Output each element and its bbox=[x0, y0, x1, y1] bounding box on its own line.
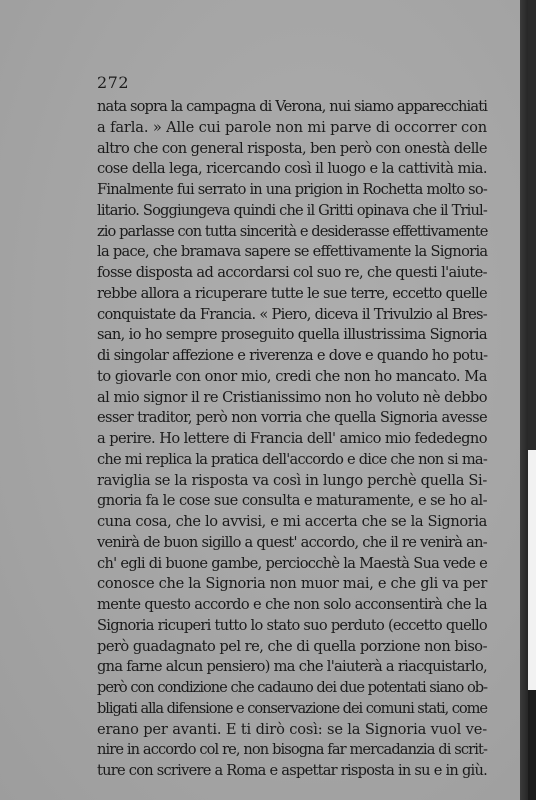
text-line: nata sopra la campagna di Verona, nui siamo apparecchiati bbox=[97, 98, 487, 115]
text-line: altro che con general risposta, ben però con onestà delle bbox=[97, 139, 487, 157]
text-line: venirà de buon sigillo a quest' accordo, che il re venirà an- bbox=[97, 533, 487, 551]
text-line: al mio signor il re Cristianissimo non ho voluto nè debbo bbox=[97, 388, 487, 406]
text-line: to giovarle con onor mio, credi che non ho mancato. Ma bbox=[97, 367, 487, 385]
text-line: Signoria ricuperi tutto lo stato suo perduto (eccetto quello bbox=[97, 616, 487, 634]
page-number: 272 bbox=[97, 73, 130, 92]
text-line: a farla. » Alle cui parole non mi parve di occorrer con bbox=[97, 118, 487, 136]
text-line: nire in accordo col re, non bisogna far mercadanzia di scrit- bbox=[97, 741, 487, 759]
text-line: san, io ho sempre proseguito quella illustrissima Signoria bbox=[97, 326, 487, 344]
text-line: cuna cosa, che lo avvisi, e mi accerta che se la Signoria bbox=[97, 513, 487, 530]
text-line: a perire. Ho lettere di Francia dell' amico mio fededegno bbox=[97, 430, 487, 447]
text-line: ch' egli di buone gambe, perciocchè la Maestà Sua vede e bbox=[97, 554, 487, 572]
text-line: però con condizione che cadauno dei due potentati siano ob- bbox=[97, 679, 487, 696]
text-line: però guadagnato pel re, che di quella porzione non biso- bbox=[97, 637, 487, 655]
text-line: conosce che la Signoria non muor mai, e che gli va per bbox=[97, 575, 487, 593]
text-line: gnoria fa le cose sue consulta e maturamente, e se ho al- bbox=[97, 492, 487, 510]
text-line: bligati alla difensione e conservazione dei comuni stati, come bbox=[97, 699, 487, 717]
text-line: ture con scrivere a Roma e aspettar risposta in su e in giù. bbox=[97, 762, 487, 779]
text-line: fosse disposta ad accordarsi col suo re, che questi l'aiute- bbox=[97, 264, 487, 281]
text-line: raviglia se la risposta va così in lungo perchè quella Si- bbox=[97, 471, 487, 489]
scan-border bbox=[528, 0, 536, 800]
text-line: Finalmente fui serrato in una prigion in Rochetta molto so- bbox=[97, 181, 487, 198]
text-line: di singolar affezione e riverenza e dove e quando ho potu- bbox=[97, 347, 488, 364]
text-line: zio parlasse con tutta sincerità e desiderasse effettivamente bbox=[97, 222, 488, 240]
text-line: cose della lega, ricercando così il luogo e la cattività mia. bbox=[97, 160, 487, 178]
text-line: la pace, che bramava sapere se effettivamente la Signoria bbox=[97, 243, 488, 261]
text-line: erano per avanti. E ti dirò così: se la Signoria vuol ve- bbox=[97, 720, 487, 738]
text-line: esser traditor, però non vorria che quella Signoria avesse bbox=[97, 409, 487, 427]
text-line: che mi replica la pratica dell'accordo e dice che non si ma- bbox=[97, 450, 487, 468]
text-line: rebbe allora a ricuperare tutte le sue terre, eccetto quelle bbox=[97, 284, 487, 302]
text-line: conquistate da Francia. « Piero, diceva il Trivulzio al Bres- bbox=[97, 305, 487, 323]
text-line: litario. Soggiungeva quindi che il Gritti opinava che il Triul- bbox=[97, 201, 487, 219]
text-line: mente questo accordo e che non solo acconsentirà che la bbox=[97, 596, 487, 613]
text-line: gna farne alcun pensiero) ma che l'aiuterà a riacquistarlo, bbox=[97, 658, 487, 676]
